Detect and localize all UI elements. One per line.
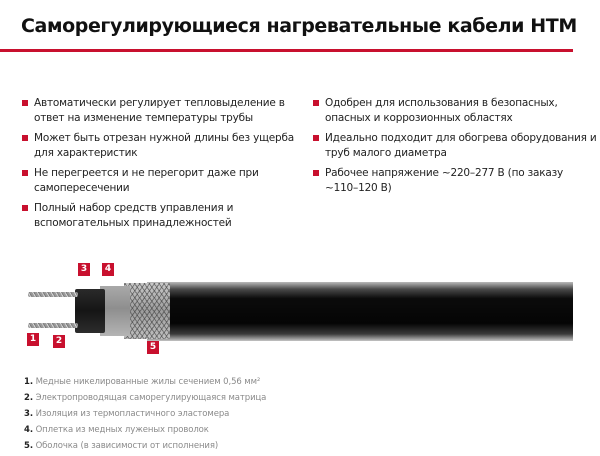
cable-jacket	[147, 282, 573, 341]
cable-braid	[124, 283, 170, 339]
feature-item: Не перегреется и не перегорит даже при самопересечении	[22, 166, 297, 195]
features-list-left	[22, 96, 297, 236]
square-bullet-icon	[22, 205, 28, 211]
feature-item: Автоматически регулирует тепловыделение в ответ на изменение температуры трубы	[22, 96, 297, 125]
square-bullet-icon	[22, 135, 28, 141]
cable-matrix	[75, 289, 105, 333]
badge-1: 1	[27, 333, 39, 346]
component-legend	[24, 374, 266, 454]
legend-item: 4. Оплетка из медных луженых проволок	[24, 425, 209, 435]
badge-4: 4	[102, 263, 114, 276]
square-bullet-icon	[313, 100, 319, 106]
square-bullet-icon	[22, 170, 28, 176]
cable-wire-top	[28, 292, 78, 297]
feature-item: Полный набор средств управления и вспомогательных принадлежностей	[22, 201, 297, 230]
legend-item: 3. Изоляция из термопластичного эластомера	[24, 409, 230, 419]
page-title: Саморегулирующиеся нагревательные кабели HTM	[21, 15, 577, 37]
feature-item: Идеально подходит для обогрева оборудования и труб малого диаметра	[313, 131, 598, 160]
cable-diagram	[0, 255, 600, 355]
badge-3: 3	[78, 263, 90, 276]
title-underline	[0, 49, 573, 52]
features-list-right	[313, 96, 598, 201]
square-bullet-icon	[313, 135, 319, 141]
cable-wire-bottom	[28, 323, 78, 328]
badge-5: 5	[147, 341, 159, 354]
feature-item: Одобрен для использования в безопасных, опасных и коррозионных областях	[313, 96, 598, 125]
legend-item: 2. Электропроводящая саморегулирующаяся матрица	[24, 393, 267, 403]
feature-item: Рабочее напряжение ~220–277 В (по заказу ~110–120 В)	[313, 166, 598, 195]
feature-item: Может быть отрезан нужной длины без ущерба для характеристик	[22, 131, 297, 160]
square-bullet-icon	[313, 170, 319, 176]
legend-item: 1. Медные никелированные жилы сечением 0,56 мм²	[24, 377, 261, 387]
square-bullet-icon	[22, 100, 28, 106]
legend-item: 5. Оболочка (в зависимости от исполнения)	[24, 441, 219, 451]
badge-2: 2	[53, 335, 65, 348]
